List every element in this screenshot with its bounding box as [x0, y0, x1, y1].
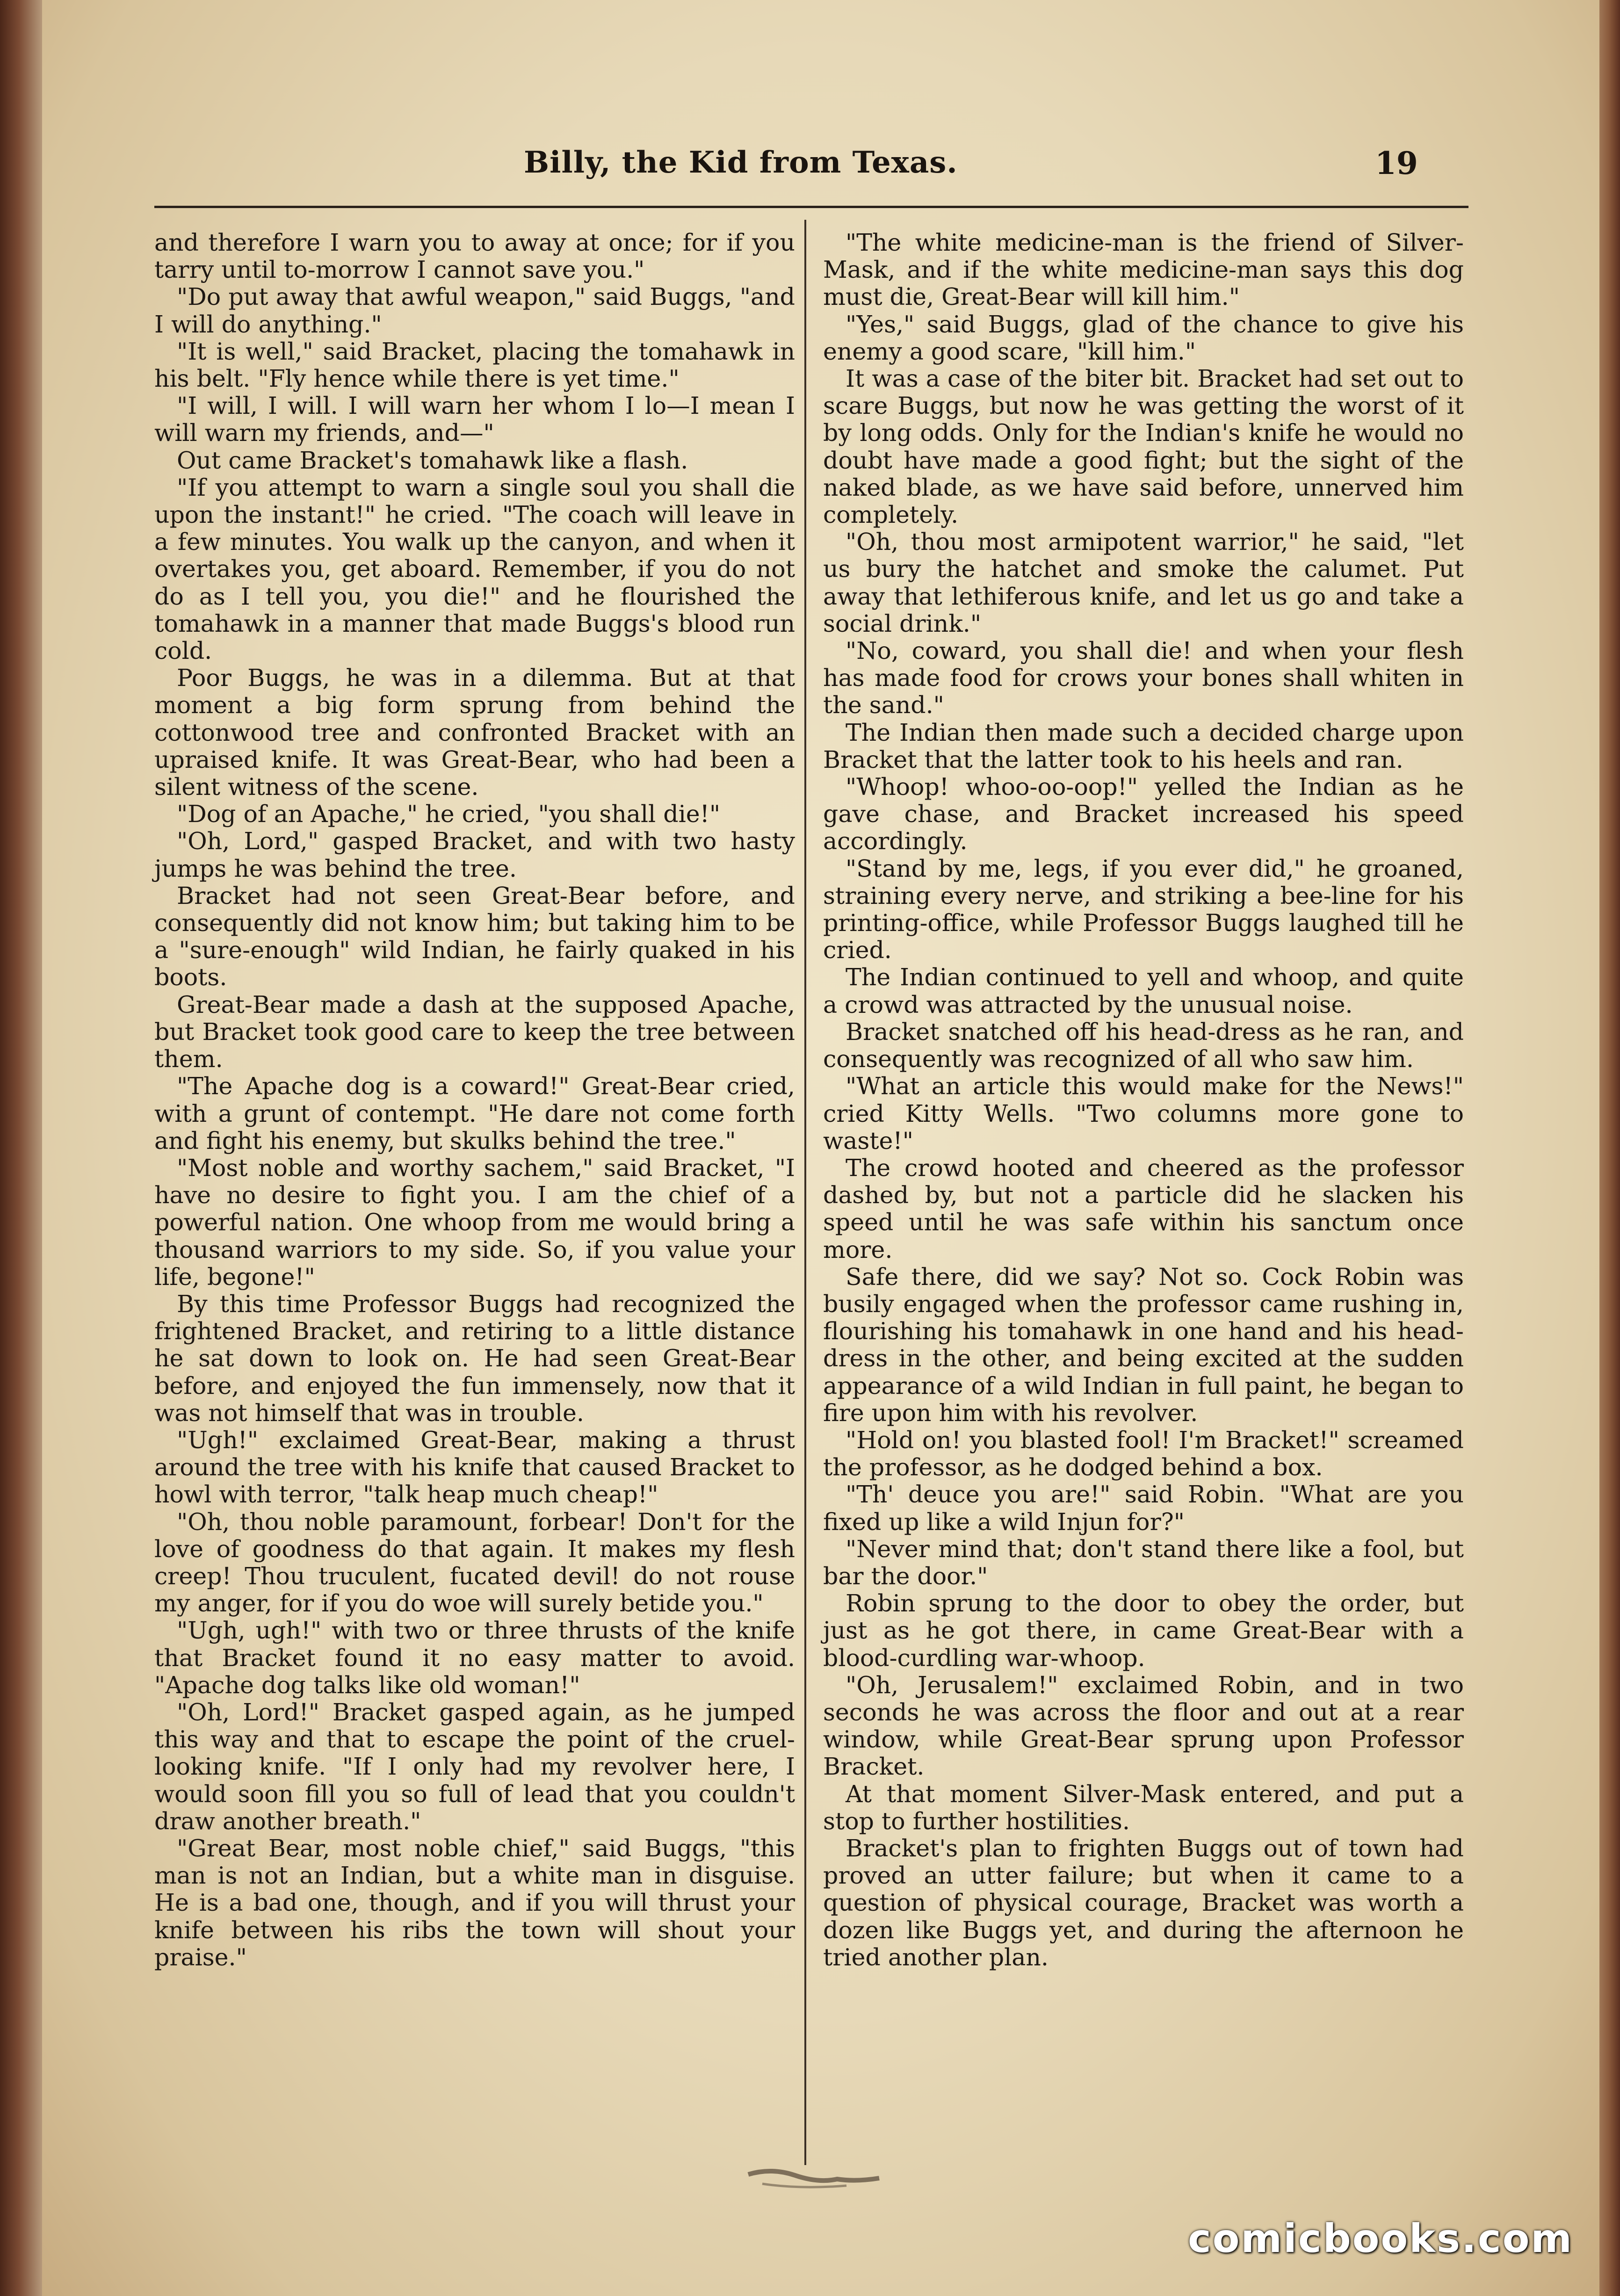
paragraph: Safe there, did we say? Not so. Cock Robin was busily engaged when the professor came rushing in, flourishing his tomahawk in one hand and his head-dress in the other, and being excited at the sudden appearance of a wild Indian in full paint, he began to fire upon him with his revolver.	[823, 1263, 1464, 1427]
paragraph: Poor Buggs, he was in a dilemma. But at that moment a big form sprung from behind the cottonwood tree and confronted Bracket with an upraised knife. It was Great-Bear, who had been a silent witness of the scene.	[154, 664, 795, 801]
paragraph: "Hold on! you blasted fool! I'm Bracket!" screamed the professor, as he dodged behind a box.	[823, 1426, 1464, 1481]
paragraph: At that moment Silver-Mask entered, and put a stop to further hostilities.	[823, 1780, 1464, 1835]
paragraph: Out came Bracket's tomahawk like a flash.	[177, 446, 688, 474]
paragraph: The Indian continued to yell and whoop, and quite a crowd was attracted by the unusual noise.	[823, 963, 1464, 1018]
header-rule	[154, 206, 1468, 208]
paragraph: The Indian then made such a decided charge upon Bracket that the latter took to his heels and ran.	[823, 718, 1464, 773]
page-header	[524, 145, 1459, 196]
paragraph: "No, coward, you shall die! and when your flesh has made food for crows your bones shall whiten in the sand."	[823, 637, 1464, 719]
paragraph: "Oh, Lord!" Bracket gasped again, as he jumped this way and that to escape the point of the cruel-looking knife. "If I only had my revolver here, I would soon fill you so full of lead that you couldn't draw another breath."	[154, 1698, 795, 1835]
paragraph: "If you attempt to warn a single soul you shall die upon the instant!" he cried. "The coach will leave in a few minutes. You walk up the canyon, and when it overtakes you, get aboard. Remember, if you do not do as I tell you, you die!" and he flourished the tomahawk in a manner that made Buggs's blood run cold.	[154, 473, 795, 665]
watermark: comicbooks.com	[1188, 2216, 1573, 2261]
paragraph: The crowd hooted and cheered as the professor dashed by, but not a particle did he slacken his speed until he was safe within his sanctum once more.	[823, 1154, 1464, 1264]
paragraph: "Stand by me, legs, if you ever did," he groaned, straining every nerve, and striking a bee-line for his printing-office, while Professor Buggs laughed till he cried.	[823, 854, 1464, 964]
paragraph: "Great Bear, most noble chief," said Buggs, "this man is not an Indian, but a white man in disguise. He is a bad one, though, and if you will thrust your knife between his ribs the town will shout your praise."	[154, 1834, 795, 1971]
right-column	[823, 229, 1464, 1971]
paragraph: Bracket had not seen Great-Bear before, and consequently did not know him; but taking him to be a "sure-enough" wild Indian, he fairly quaked in his boots.	[154, 881, 795, 991]
left-column	[154, 229, 795, 1971]
paragraph: Great-Bear made a dash at the supposed Apache, but Bracket took good care to keep the tree between them.	[154, 990, 795, 1073]
paragraph: Bracket's plan to frighten Buggs out of town had proved an utter failure; but when it came to a question of physical courage, Bracket was worth a dozen like Buggs yet, and during the afternoon he tried another plan.	[823, 1834, 1464, 1971]
paragraph: "Ugh!" exclaimed Great-Bear, making a thrust around the tree with his knife that caused Bracket to howl with terror, "talk heap much cheap!"	[154, 1426, 795, 1509]
paragraph: "The Apache dog is a coward!" Great-Bear cried, with a grunt of contempt. "He dare not come forth and fight his enemy, but skulks behind the tree."	[154, 1072, 795, 1155]
paragraph: By this time Professor Buggs had recognized the frightened Bracket, and retiring to a little distance he sat down to look on. He had seen Great-Bear before, and enjoyed the fun immensely, now that it was not himself that was in trouble.	[154, 1290, 795, 1427]
page-number: 19	[1375, 145, 1418, 181]
paragraph: "Most noble and worthy sachem," said Bracket, "I have no desire to fight you. I am the chief of a powerful nation. One whoop from me would bring a thousand warriors to my side. So, if you value your life, begone!"	[154, 1154, 795, 1291]
paragraph: "Oh, Jerusalem!" exclaimed Robin, and in two seconds he was across the floor and out at a rear window, while Great-Bear sprung upon Professor Bracket.	[823, 1671, 1464, 1781]
paragraph: "Do put away that awful weapon," said Buggs, "and I will do anything."	[154, 283, 795, 338]
paragraph: "The white medicine-man is the friend of Silver-Mask, and if the white medicine-man says this dog must die, Great-Bear will kill him."	[823, 229, 1464, 311]
paragraph: Robin sprung to the door to obey the order, but just as he got there, in came Great-Bear with a blood-curdling war-whoop.	[823, 1589, 1464, 1672]
paragraph: "Oh, Lord," gasped Bracket, and with two hasty jumps he was behind the tree.	[154, 827, 795, 882]
paragraph: "I will, I will. I will warn her whom I lo—I mean I will warn my friends, and—"	[154, 392, 795, 447]
paragraph: "Never mind that; don't stand there like a fool, but bar the door."	[823, 1535, 1464, 1590]
paragraph: Bracket snatched off his head-dress as he ran, and consequently was recognized of all who saw him.	[823, 1018, 1464, 1073]
paragraph: "Oh, thou most armipotent warrior," he said, "let us bury the hatchet and smoke the calumet. Put away that lethiferous knife, and let us go and take a social drink."	[823, 528, 1464, 637]
column-divider	[804, 220, 806, 2165]
paragraph: "Ugh, ugh!" with two or three thrusts of the knife that Bracket found it no easy matter to avoid. "Apache dog talks like old woman!"	[154, 1617, 795, 1699]
paragraph: "Th' deuce you are!" said Robin. "What are you fixed up like a wild Injun for?"	[823, 1480, 1464, 1536]
paragraph: and therefore I warn you to away at once; for if you tarry until to-morrow I cannot save you."	[154, 229, 795, 284]
paragraph: "Yes," said Buggs, glad of the chance to give his enemy a good scare, "kill him."	[823, 310, 1464, 365]
paragraph: "Dog of an Apache," he cried, "you shall die!"	[177, 800, 721, 828]
paragraph: "What an article this would make for the News!" cried Kitty Wells. "Two columns more gone to waste!"	[823, 1072, 1464, 1155]
paragraph: It was a case of the biter bit. Bracket had set out to scare Buggs, but now he was getting the worst of it by long odds. Only for the Indian's knife he would no doubt have made a good fight; but the sight of the naked blade, as we have said before, unnerved him completely.	[823, 365, 1464, 529]
ink-smudge	[744, 2165, 884, 2193]
paragraph: "Oh, thou noble paramount, forbear! Don't for the love of goodness do that again. It makes my flesh creep! Thou truculent, fucated devil! do not rouse my anger, for if you do woe will surely betide you."	[154, 1508, 795, 1617]
paragraph: "Whoop! whoo-oo-oop!" yelled the Indian as he gave chase, and Bracket increased his speed accordingly.	[823, 773, 1464, 855]
paragraph: "It is well," said Bracket, placing the tomahawk in his belt. "Fly hence while there is yet time."	[154, 337, 795, 393]
running-title: Billy, the Kid from Texas.	[524, 145, 958, 180]
